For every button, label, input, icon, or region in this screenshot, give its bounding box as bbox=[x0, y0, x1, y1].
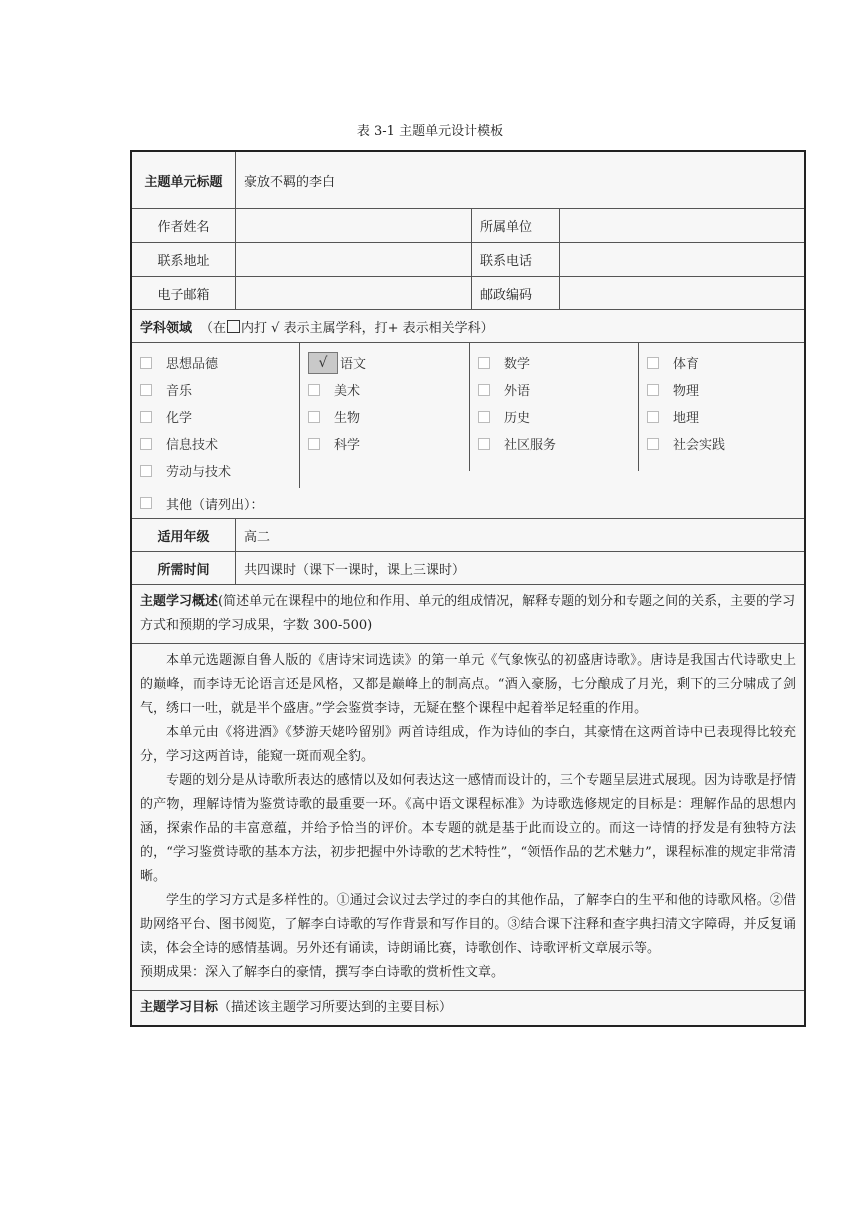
subject-option[interactable]: 生物 bbox=[308, 403, 461, 430]
subject-option[interactable]: 化学 bbox=[140, 403, 291, 430]
checkbox-icon[interactable] bbox=[140, 411, 152, 423]
checkbox-icon[interactable] bbox=[140, 357, 152, 369]
unit-design-form bbox=[130, 150, 806, 1027]
goals-heading[interactable] bbox=[132, 991, 804, 1025]
checkbox-icon[interactable] bbox=[478, 384, 490, 396]
goals-row bbox=[132, 991, 804, 1025]
overview-paragraph: 专题的划分是从诗歌所表达的感情以及如何表达这一感情而设计的，三个专题呈层进式展现。因为诗歌是抒情的产物，理解诗情为鉴赏诗歌的最重要一环。《高中语文课程标准》为诗歌选修规定的目标是：理解作品的思想内涵，探索作品的丰富意蕴，并给予恰当的评价。本专题的就是基于此而设立的。而这一诗情的抒发是有独特方法的，“学习鉴赏诗歌的基本方法，初步把握中外诗歌的艺术特性”，“领悟作品的艺术魅力”，课程标准的规定非常清晰。 bbox=[140, 773, 796, 884]
checkbox-icon[interactable] bbox=[478, 438, 490, 450]
subject-area-row bbox=[132, 310, 804, 343]
address-field[interactable] bbox=[236, 243, 472, 276]
goals-label: 主题学习目标 bbox=[140, 1000, 219, 1015]
subject-option[interactable]: 社区服务 bbox=[478, 430, 630, 457]
checkbox-icon[interactable] bbox=[647, 411, 659, 423]
author-row bbox=[132, 209, 804, 243]
subject-area-label: 学科领域 bbox=[140, 320, 193, 336]
overview-heading bbox=[132, 585, 804, 643]
subject-option[interactable]: 外语 bbox=[478, 376, 630, 403]
subject-option[interactable]: 历史 bbox=[478, 403, 630, 430]
subject-option[interactable]: 数学 bbox=[478, 349, 630, 376]
checkbox-icon[interactable] bbox=[140, 384, 152, 396]
unit-field[interactable] bbox=[560, 209, 804, 242]
subject-option[interactable]: 科学 bbox=[308, 430, 461, 457]
subject-column bbox=[470, 343, 639, 471]
title-label: 主题单元标题 bbox=[132, 152, 236, 208]
title-row bbox=[132, 152, 804, 209]
goals-hint: （描述该主题学习所要达到的主要目标） bbox=[218, 1000, 453, 1015]
subject-column bbox=[300, 343, 470, 471]
subject-option[interactable]: 美术 bbox=[308, 376, 461, 403]
postcode-field[interactable] bbox=[560, 277, 804, 309]
author-field[interactable] bbox=[236, 209, 472, 242]
subject-area-hint-post: 内打 √ 表示主属学科，打+ 表示相关学科） bbox=[241, 320, 494, 336]
unit-label: 所属单位 bbox=[472, 209, 560, 242]
subject-option[interactable]: 音乐 bbox=[140, 376, 291, 403]
subject-area-hint-pre: （在 bbox=[200, 320, 227, 336]
checkbox-legend-icon bbox=[227, 320, 240, 333]
grade-label: 适用年级 bbox=[132, 519, 236, 551]
checkbox-icon[interactable] bbox=[308, 384, 320, 396]
checkbox-icon[interactable] bbox=[140, 497, 152, 509]
checkbox-icon[interactable] bbox=[647, 384, 659, 396]
grade-row bbox=[132, 519, 804, 552]
checkbox-icon[interactable] bbox=[647, 438, 659, 450]
checkbox-icon[interactable] bbox=[308, 411, 320, 423]
checkbox-icon[interactable] bbox=[308, 438, 320, 450]
table-caption: 表 3-1 主题单元设计模板 bbox=[356, 124, 504, 139]
subject-option[interactable]: 劳动与技术 bbox=[140, 457, 291, 484]
subject-other[interactable] bbox=[132, 488, 804, 519]
time-label: 所需时间 bbox=[132, 552, 236, 584]
time-value[interactable]: 共四课时（课下一课时，课上三课时） bbox=[244, 562, 466, 578]
postcode-label: 邮政编码 bbox=[472, 277, 560, 309]
email-field[interactable] bbox=[236, 277, 472, 309]
time-row bbox=[132, 552, 804, 585]
subject-option[interactable]: 社会实践 bbox=[647, 430, 796, 457]
subject-option[interactable]: 物理 bbox=[647, 376, 796, 403]
address-label: 联系地址 bbox=[132, 243, 236, 276]
subject-option[interactable]: 地理 bbox=[647, 403, 796, 430]
checkbox-icon[interactable] bbox=[647, 357, 659, 369]
phone-field[interactable] bbox=[560, 243, 804, 276]
subject-column bbox=[639, 343, 804, 488]
subject-option[interactable]: 体育 bbox=[647, 349, 796, 376]
checkbox-icon[interactable] bbox=[140, 465, 152, 477]
checkbox-icon[interactable] bbox=[478, 357, 490, 369]
subject-grid bbox=[132, 343, 804, 488]
overview-outcome: 预期成果：深入了解李白的豪情，撰写李白诗歌的赏析性文章。 bbox=[140, 965, 505, 980]
title-value[interactable]: 豪放不羁的李白 bbox=[244, 174, 336, 190]
subject-option-checked[interactable]: √ 语文 bbox=[308, 349, 461, 376]
subject-option[interactable]: 思想品德 bbox=[140, 349, 291, 376]
overview-body[interactable] bbox=[132, 644, 804, 990]
email-label: 电子邮箱 bbox=[132, 277, 236, 309]
overview-hint: (简述单元在课程中的地位和作用、单元的组成情况，解释专题的划分和专题之间的关系，主要的学习方式和预期的学习成果，字数 300-500) bbox=[140, 594, 796, 633]
phone-label: 联系电话 bbox=[472, 243, 560, 276]
author-label: 作者姓名 bbox=[132, 209, 236, 242]
subject-option[interactable]: 信息技术 bbox=[140, 430, 291, 457]
overview-paragraph: 本单元选题源自鲁人版的《唐诗宋词选读》的第一单元《气象恢弘的初盛唐诗歌》。唐诗是我国古代诗歌史上的巅峰，而李诗无论语言还是风格，又都是巅峰上的制高点。“酒入豪肠，七分酿成了月光，剩下的三分啸成了剑气，绣口一吐，就是半个盛唐。”学会鉴赏李诗，无疑在整个课程中起着举足轻重的作用。 bbox=[140, 653, 796, 716]
checkmark-icon[interactable]: √ bbox=[308, 352, 338, 374]
checkbox-icon[interactable] bbox=[140, 438, 152, 450]
overview-heading-row bbox=[132, 585, 804, 644]
overview-label: 主题学习概述 bbox=[140, 594, 219, 609]
checkbox-icon[interactable] bbox=[478, 411, 490, 423]
subject-other-label: 其他（请列出）： bbox=[166, 497, 264, 513]
subject-area-heading bbox=[132, 310, 804, 342]
overview-body-row bbox=[132, 644, 804, 991]
address-row bbox=[132, 243, 804, 277]
subject-column bbox=[132, 343, 300, 488]
overview-paragraph: 学生的学习方式是多样性的。①通过会议过去学过的李白的其他作品，了解李白的生平和他的诗歌风格。②借助网络平台、图书阅览，了解李白诗歌的写作背景和写作目的。③结合课下注释和查字典扫清文字障碍，并反复诵读，体会全诗的感情基调。另外还有诵读，诗朗诵比赛，诗歌创作、诗歌评析文章展示等。 bbox=[140, 893, 796, 956]
grade-value[interactable]: 高二 bbox=[244, 529, 271, 545]
overview-paragraph: 本单元由《将进酒》《梦游天姥吟留别》两首诗组成，作为诗仙的李白，其豪情在这两首诗中已表现得比较充分，学习这两首诗，能窥一斑而观全豹。 bbox=[140, 725, 796, 764]
email-row bbox=[132, 277, 804, 310]
